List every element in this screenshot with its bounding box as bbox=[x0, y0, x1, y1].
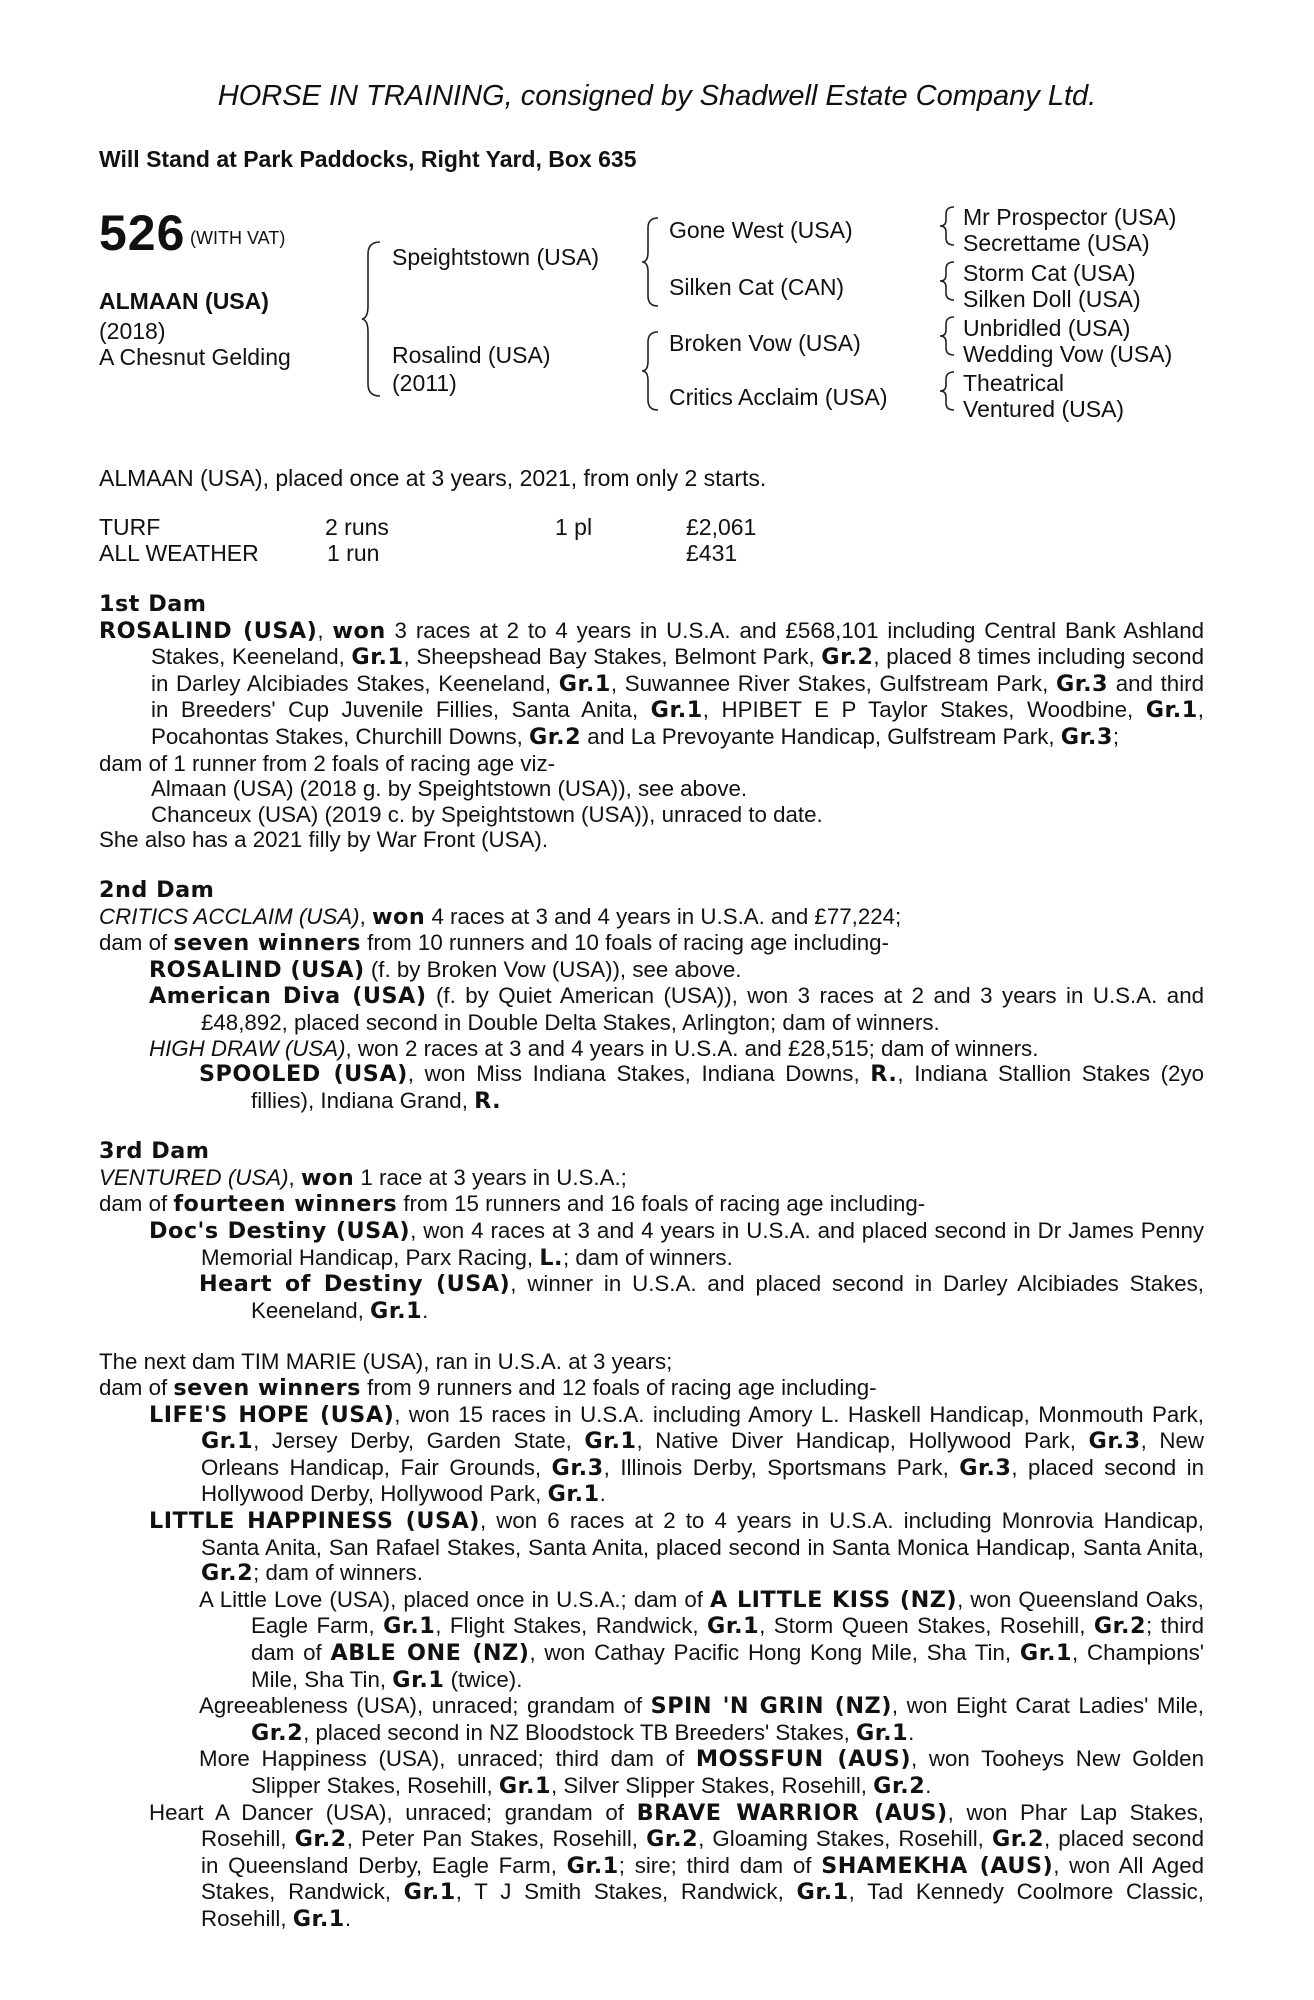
dam2-progeny-1: ROSALIND (USA) (f. by Broken Vow (USA)), see above. bbox=[149, 956, 742, 983]
dam1-heading: 1st Dam bbox=[99, 591, 207, 617]
dam2-dam-of: dam of seven winners from 10 runners and 10 foals of racing age including- bbox=[99, 930, 889, 957]
pedigree-gen4-3: Storm Cat (USA) bbox=[963, 260, 1136, 286]
pedigree-brace-5 bbox=[938, 260, 958, 302]
dam1-dam-of: dam of 1 runner from 2 foals of racing age viz- bbox=[99, 750, 556, 776]
dam4-progeny-little-happiness: LITTLE HAPPINESS (USA), won 6 races at 2 to 4 years in U.S.A. including Monrovia Handicap, Santa Anita, San Rafael Stakes, Santa Anita, placed second in Santa Monica Handicap, Santa Anita, Gr.2; dam of winners. bbox=[149, 1508, 1205, 1587]
dam3-progeny-1-foal: Heart of Destiny (USA), winner in U.S.A. and placed second in Darley Alcibiades Stakes, Keeneland, Gr.1. bbox=[199, 1271, 1204, 1324]
record-turf-surface: TURF bbox=[99, 514, 161, 540]
pedigree-brace-6 bbox=[938, 315, 958, 357]
horse-description: A Chesnut Gelding bbox=[99, 344, 291, 370]
horse-name: ALMAAN (USA) bbox=[99, 288, 269, 314]
dam3-record: VENTURED (USA), won 1 race at 3 years in U.S.A.; bbox=[99, 1164, 627, 1191]
dam1-record: ROSALIND (USA), won 3 races at 2 to 4 years in U.S.A. and £568,101 including Central Bank Ashland Stakes, Keeneland, Gr.1, Sheepshead Bay Stakes, Belmont Park, Gr.2, placed 8 times including second in Darley Alcibiades Stakes, Keeneland, Gr.1, Suwannee River Stakes, Gulfstream Park, Gr.3 and third in Breeders' Cup Juvenile Fillies, Santa Anita, Gr.1, HPIBET E P Taylor Stakes, Woodbine, Gr.1, Pocahontas Stakes, Churchill Downs, Gr.2 and La Prevoyante Handicap, Gulfstream Park, Gr.3; bbox=[99, 617, 1205, 750]
record-turf-placed: 1 pl bbox=[555, 514, 593, 540]
record-aw-prize: £431 bbox=[686, 540, 738, 566]
record-aw-runs: 1 run bbox=[327, 540, 380, 566]
lot-number: 526 bbox=[99, 205, 186, 261]
pedigree-gen4-2: Secrettame (USA) bbox=[963, 230, 1150, 256]
pedigree-sire-dam: Silken Cat (CAN) bbox=[669, 274, 845, 300]
dam1-progeny-1: Almaan (USA) (2018 g. by Speightstown (USA)), see above. bbox=[151, 776, 748, 802]
dam4-intro: The next dam TIM MARIE (USA), ran in U.S.A. at 3 years; bbox=[99, 1349, 673, 1375]
pedigree-brace-3 bbox=[640, 330, 662, 412]
pedigree-gen4-6: Wedding Vow (USA) bbox=[963, 341, 1173, 367]
pedigree-sire: Speightstown (USA) bbox=[392, 244, 600, 270]
dam1-note: She also has a 2021 filly by War Front (USA). bbox=[99, 827, 549, 853]
dam4-dam-of: dam of seven winners from 9 runners and 12 foals of racing age including- bbox=[99, 1375, 877, 1402]
record-turf-runs: 2 runs bbox=[325, 514, 389, 540]
pedigree-brace-7 bbox=[938, 370, 958, 412]
dam3-dam-of: dam of fourteen winners from 15 runners and 16 foals of racing age including- bbox=[99, 1191, 926, 1218]
pedigree-gen4-7: Theatrical bbox=[963, 370, 1064, 396]
dam3-progeny-1: Doc's Destiny (USA), won 4 races at 3 and 4 years in U.S.A. and placed second in Dr James Penny Memorial Handicap, Parx Racing, L.; dam of winners. bbox=[149, 1218, 1204, 1271]
dam2-progeny-3: HIGH DRAW (USA), won 2 races at 3 and 4 years in U.S.A. and £28,515; dam of winners. bbox=[149, 1035, 1039, 1061]
horse-year: (2018) bbox=[99, 318, 166, 344]
dam2-progeny-3-foal: SPOOLED (USA), won Miss Indiana Stakes, Indiana Downs, R., Indiana Stallion Stakes (2yo fillies), Indiana Grand, R. bbox=[199, 1061, 1204, 1114]
vat-label: (WITH VAT) bbox=[190, 228, 286, 248]
dam3-heading: 3rd Dam bbox=[99, 1138, 210, 1165]
pedigree-gen4-1: Mr Prospector (USA) bbox=[963, 204, 1177, 230]
dam4-foal-agreeableness: Agreeableness (USA), unraced; grandam of SPIN 'N GRIN (NZ), won Eight Carat Ladies' Mile, Gr.2, placed second in NZ Bloodstock TB Breeders' Stakes, Gr.1. bbox=[199, 1693, 1205, 1746]
dam2-record: CRITICS ACCLAIM (USA), won 4 races at 3 and 4 years in U.S.A. and £77,224; bbox=[99, 903, 902, 930]
stand-location: Will Stand at Park Paddocks, Right Yard, Box 635 bbox=[99, 146, 637, 172]
pedigree-dam: Rosalind (USA) bbox=[392, 342, 551, 368]
pedigree-dam-dam: Critics Acclaim (USA) bbox=[669, 384, 888, 410]
pedigree-brace-2 bbox=[640, 216, 662, 308]
race-summary: ALMAAN (USA), placed once at 3 years, 2021, from only 2 starts. bbox=[99, 465, 767, 491]
record-aw-surface: ALL WEATHER bbox=[99, 540, 259, 566]
dam2-progeny-2: American Diva (USA) (f. by Quiet American (USA)), won 3 races at 2 and 3 years in U.S.A. and £48,892, placed second in Double Delta Stakes, Arlington; dam of winners. bbox=[149, 983, 1204, 1035]
pedigree-gen4-4: Silken Doll (USA) bbox=[963, 286, 1141, 312]
pedigree-sire-sire: Gone West (USA) bbox=[669, 217, 853, 243]
dam4-foal-more-happiness: More Happiness (USA), unraced; third dam of MOSSFUN (AUS), won Tooheys New Golden Slipper Stakes, Rosehill, Gr.1, Silver Slipper Stakes, Rosehill, Gr.2. bbox=[199, 1746, 1204, 1799]
record-turf-prize: £2,061 bbox=[686, 514, 757, 540]
pedigree-brace-4 bbox=[938, 205, 958, 247]
page-title: HORSE IN TRAINING, consigned by Shadwell Estate Company Ltd. bbox=[217, 80, 1097, 112]
pedigree-gen4-8: Ventured (USA) bbox=[963, 396, 1125, 422]
dam1-progeny-2: Chanceux (USA) (2019 c. by Speightstown (USA)), unraced to date. bbox=[151, 801, 823, 827]
pedigree-dam-sire: Broken Vow (USA) bbox=[669, 330, 861, 356]
dam2-heading: 2nd Dam bbox=[99, 876, 215, 903]
pedigree-gen4-5: Unbridled (USA) bbox=[963, 315, 1131, 341]
pedigree-brace-1 bbox=[360, 240, 384, 398]
dam4-progeny-heart-a-dancer: Heart A Dancer (USA), unraced; grandam of BRAVE WARRIOR (AUS), won Phar Lap Stakes, Rosehill, Gr.2, Peter Pan Stakes, Rosehill, Gr.2, Gloaming Stakes, Rosehill, Gr.2, placed second in Queensland Derby, Eagle Farm, Gr.1; sire; third dam of SHAMEKHA (AUS), won All Aged Stakes, Randwick, Gr.1, T J Smith Stakes, Randwick, Gr.1, Tad Kennedy Coolmore Classic, Rosehill, Gr.1. bbox=[149, 1799, 1205, 1932]
dam4-progeny-lifes-hope: LIFE'S HOPE (USA), won 15 races in U.S.A. including Amory L. Haskell Handicap, Monmouth Park, Gr.1, Jersey Derby, Garden State, Gr.1, Native Diver Handicap, Hollywood Park, Gr.3, New Orleans Handicap, Fair Grounds, Gr.3, Illinois Derby, Sportsmans Park, Gr.3, placed second in Hollywood Derby, Hollywood Park, Gr.1. bbox=[149, 1401, 1205, 1508]
pedigree-dam-year: (2011) bbox=[392, 370, 457, 396]
dam-sections bbox=[99, 592, 1204, 1933]
dam4-foal-a-little-love: A Little Love (USA), placed once in U.S.A.; dam of A LITTLE KISS (NZ), won Queensland Oaks, Eagle Farm, Gr.1, Flight Stakes, Randwick, Gr.1, Storm Queen Stakes, Rosehill, Gr.2; third dam of ABLE ONE (NZ), won Cathay Pacific Hong Kong Mile, Sha Tin, Gr.1, Champions' Mile, Sha Tin, Gr.1 (twice). bbox=[199, 1586, 1205, 1693]
